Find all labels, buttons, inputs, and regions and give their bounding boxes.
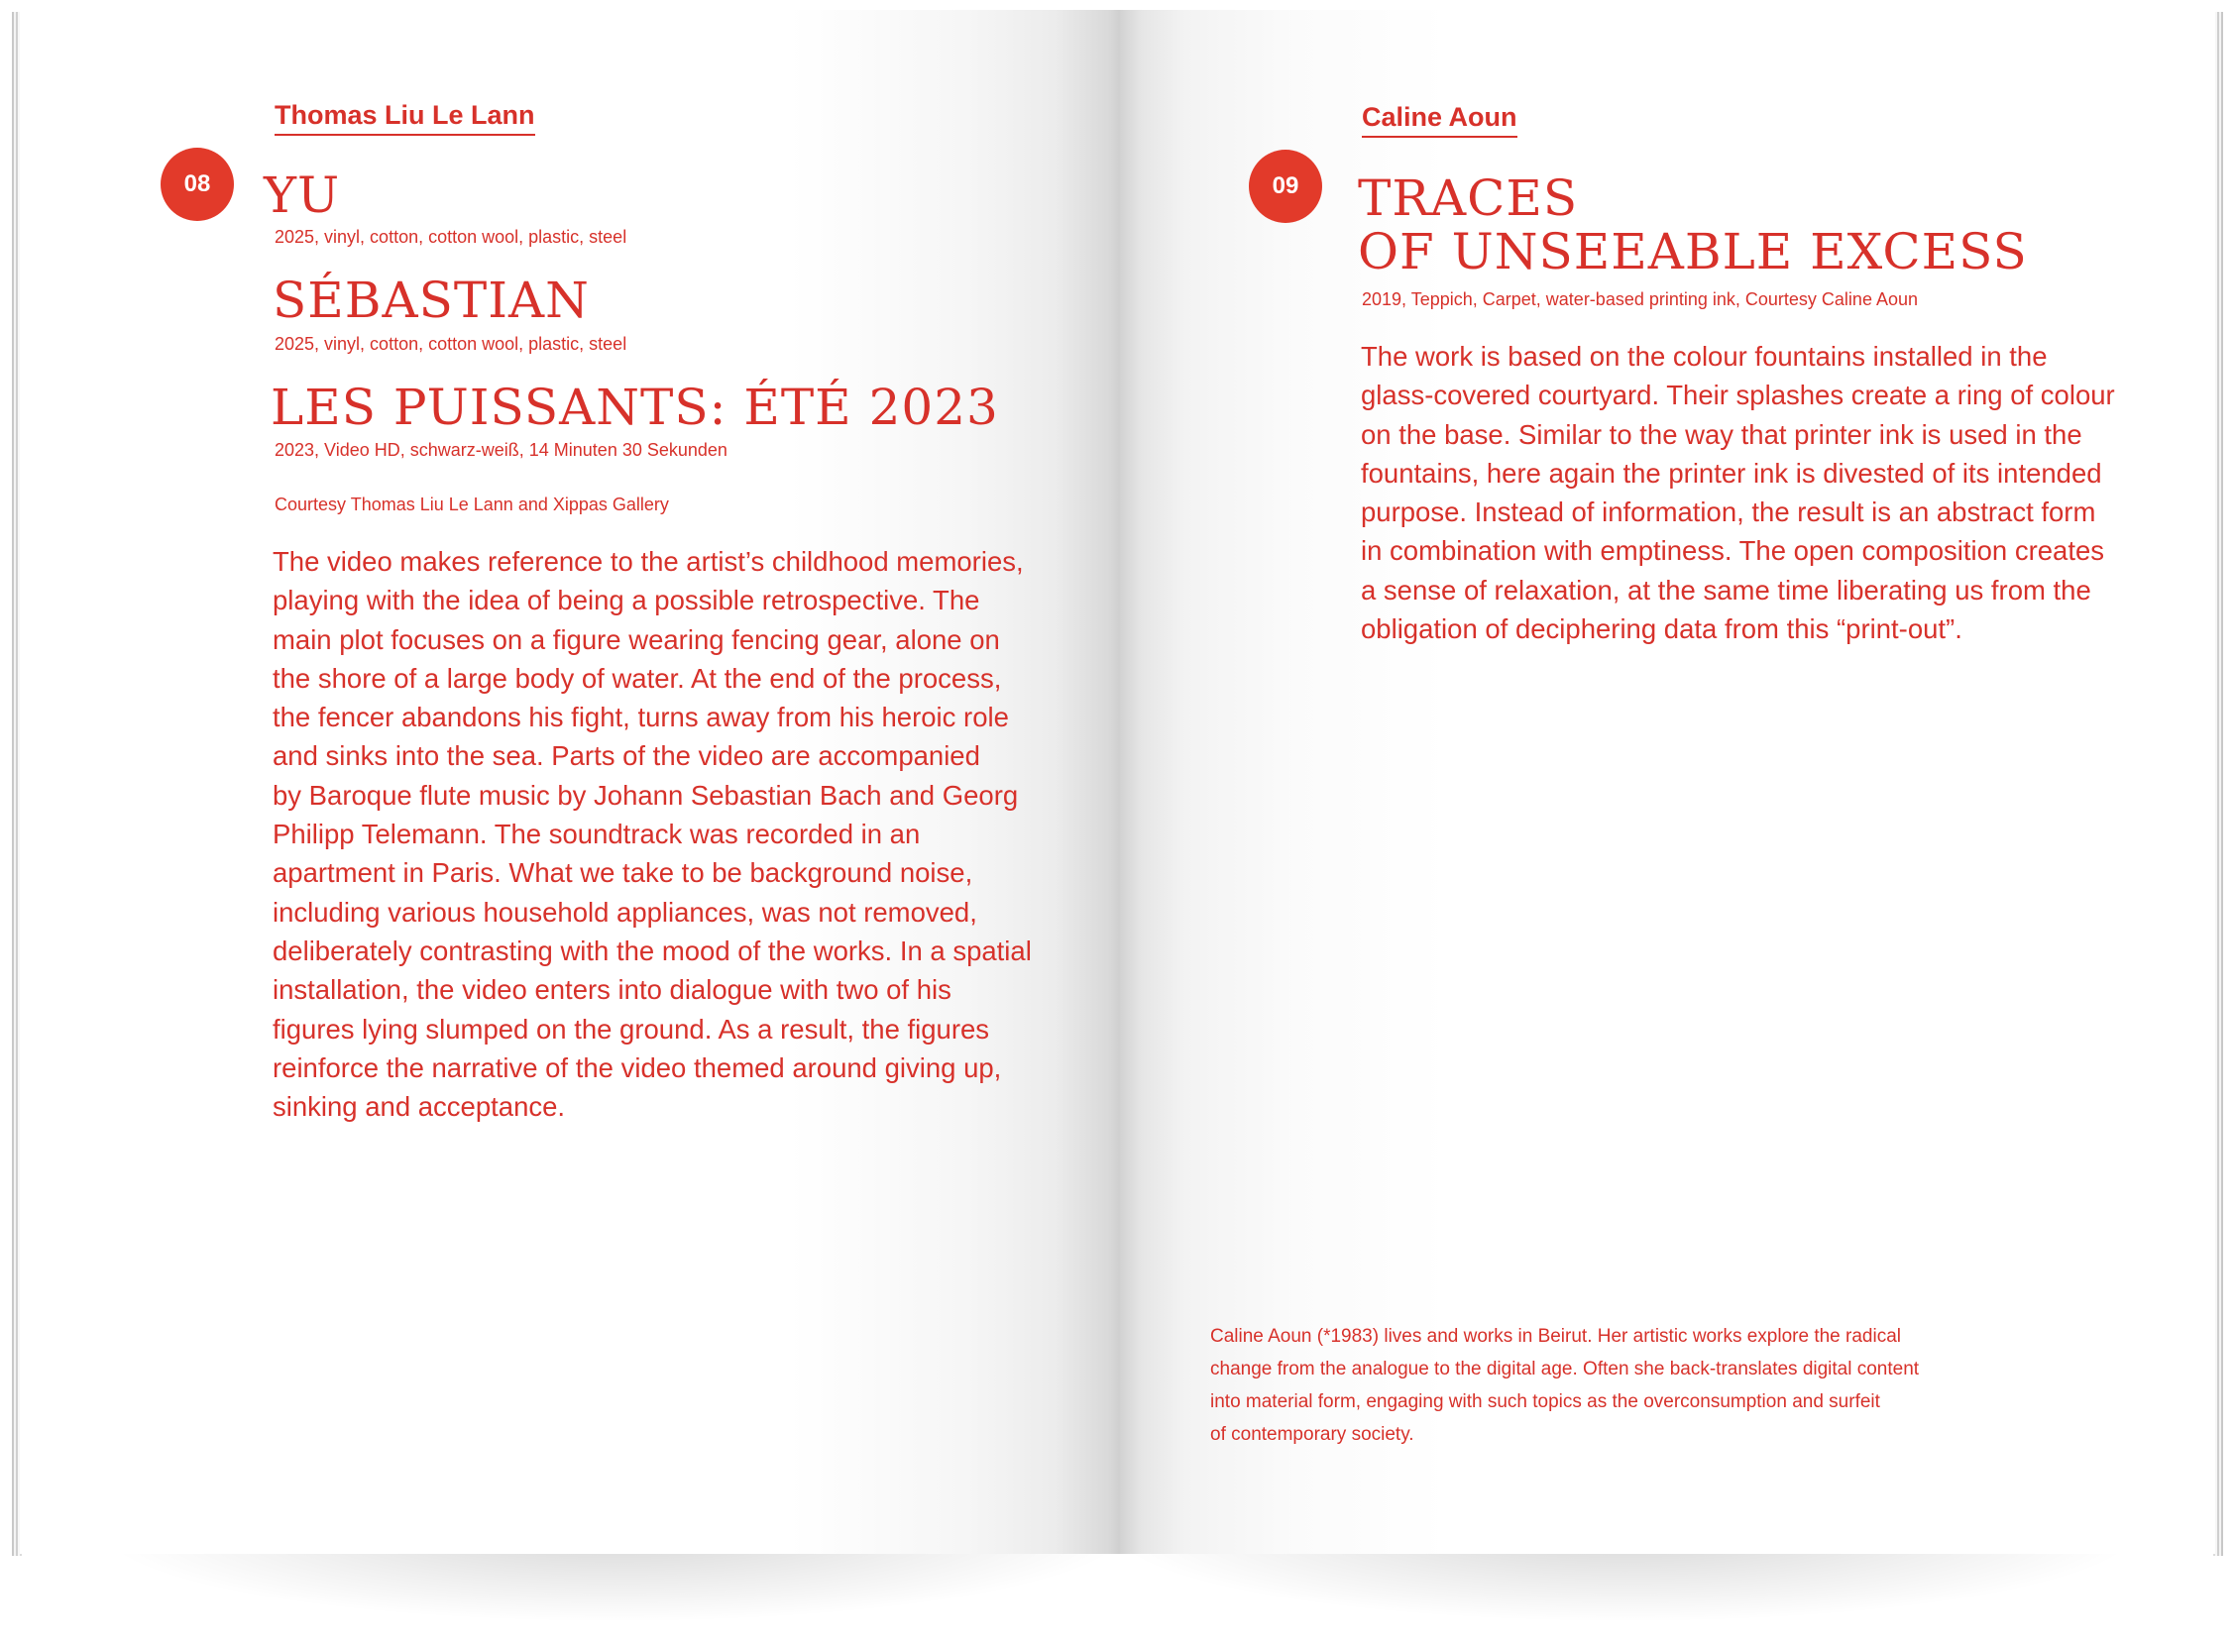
description-line: obligation of deciphering data from this “print-out”. xyxy=(1361,613,1962,645)
description-line: the shore of a large body of water. At the end of the process, xyxy=(273,662,1002,694)
description-line: fountains, here again the printer ink is divested of its intended xyxy=(1361,457,2102,489)
bio-line: change from the analogue to the digital age. Often she back-translates digital content xyxy=(1210,1359,1920,1379)
artist-name: Thomas Liu Le Lann xyxy=(275,99,535,136)
courtesy-line: Courtesy Thomas Liu Le Lann and Xippas Gallery xyxy=(275,495,669,514)
description-line: in combination with emptiness. The open composition creates xyxy=(1361,535,2105,567)
description-line: including various household appliances, was not removed, xyxy=(273,896,977,928)
right-page xyxy=(1120,10,2215,1554)
work-meta: 2019, Teppich, Carpet, water-based printing ink, Courtesy Caline Aoun xyxy=(1362,289,1918,309)
description-line: reinforce the narrative of the video themed around giving up, xyxy=(273,1051,1002,1083)
description-line: by Baroque flute music by Johann Sebastian Bach and Georg xyxy=(273,779,1019,811)
description-line: glass-covered courtyard. Their splashes create a ring of colour xyxy=(1361,380,2115,411)
description-line: on the base. Similar to the way that printer ink is used in the xyxy=(1361,418,2082,450)
description-line: sinking and acceptance. xyxy=(273,1091,566,1123)
description-line: The work is based on the colour fountains installed in the xyxy=(1361,341,2048,372)
artist-bio xyxy=(1210,1320,2003,1451)
bio-line: into material form, engaging with such topics as the overconsumption and surfeit xyxy=(1210,1391,1880,1412)
description-line: figures lying slumped on the ground. As a result, the figures xyxy=(273,1013,990,1045)
bio-line: Caline Aoun (*1983) lives and works in Beirut. Her artistic works explore the radical xyxy=(1210,1326,1901,1347)
description-line: playing with the idea of being a possible retrospective. The xyxy=(273,585,980,616)
work-meta: 2023, Video HD, schwarz-weiß, 14 Minuten 30 Sekunden xyxy=(275,440,727,460)
left-page xyxy=(20,10,1120,1554)
work-title xyxy=(1358,171,2028,278)
work-title: YU xyxy=(264,166,341,224)
work-meta: 2025, vinyl, cotton, cotton wool, plastic, steel xyxy=(275,334,627,354)
bio-line: of contemporary society. xyxy=(1210,1424,1414,1445)
description-text xyxy=(273,542,1065,1126)
description-line: main plot focuses on a figure wearing fencing gear, alone on xyxy=(273,623,1000,655)
description-line: a sense of relaxation, at the same time liberating us from the xyxy=(1361,574,2091,606)
description-line: apartment in Paris. What we take to be background noise, xyxy=(273,857,973,889)
work-meta: 2025, vinyl, cotton, cotton wool, plastic, steel xyxy=(275,227,627,247)
description-line: purpose. Instead of information, the result is an abstract form xyxy=(1361,496,2096,528)
description-text xyxy=(1361,337,2154,648)
description-line: Philipp Telemann. The soundtrack was recorded in an xyxy=(273,819,921,850)
work-title-line: OF UNSEEABLE EXCESS xyxy=(1358,223,2028,280)
work-number-badge: 09 xyxy=(1249,150,1322,223)
work-title: SÉBASTIAN xyxy=(273,272,590,329)
description-line: The video makes reference to the artist’s childhood memories, xyxy=(273,546,1024,577)
description-line: the fencer abandons his fight, turns away from his heroic role xyxy=(273,702,1009,733)
description-line: deliberately contrasting with the mood of the works. In a spatial xyxy=(273,935,1032,966)
description-line: installation, the video enters into dialogue with two of his xyxy=(273,974,951,1006)
description-line: and sinks into the sea. Parts of the video are accompanied xyxy=(273,740,980,772)
work-title: LES PUISSANTS: ÉTÉ 2023 xyxy=(271,379,999,436)
artist-name: Caline Aoun xyxy=(1362,101,1517,138)
work-number-badge: 08 xyxy=(161,148,234,221)
work-title-line: TRACES xyxy=(1358,169,1579,227)
